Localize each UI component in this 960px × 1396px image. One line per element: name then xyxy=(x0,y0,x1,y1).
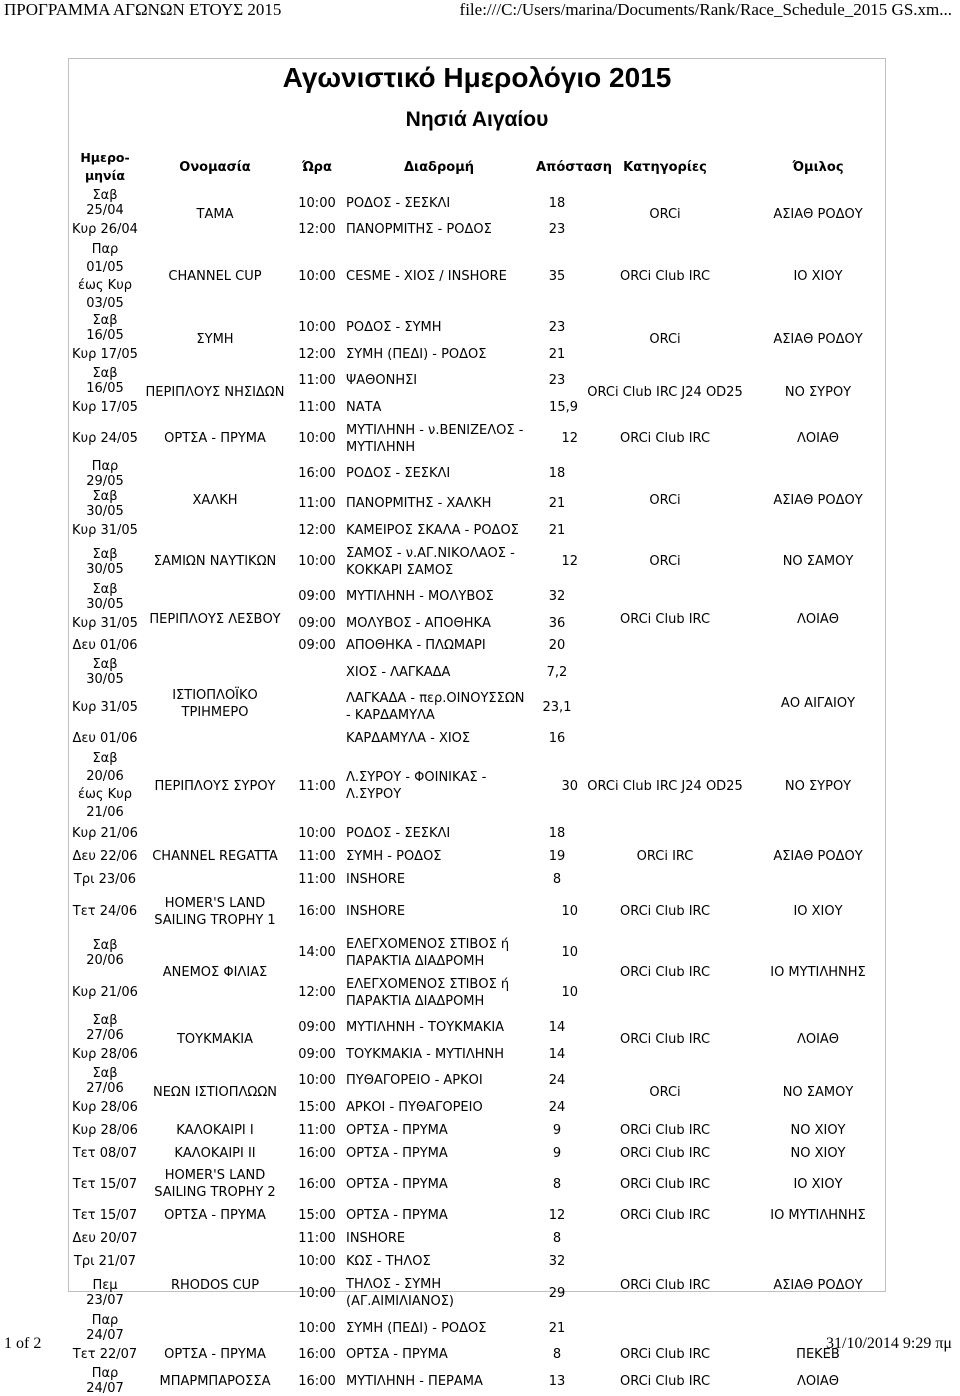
time-cell: 09:00 xyxy=(298,589,336,605)
table-row xyxy=(70,750,886,822)
time-cell: 10:00 xyxy=(298,1320,336,1336)
route-cell: ΨΑΘΟΝΗΣΙ xyxy=(346,373,418,389)
categories-cell: ORCi Club IRC xyxy=(619,1277,711,1293)
date-cell: Κυρ 31/05 xyxy=(72,699,138,715)
categories-cell: ORCi Club IRC xyxy=(619,431,711,447)
club-cell: ΛΟΙΑΘ xyxy=(796,611,840,627)
distance-cell: 23 xyxy=(548,320,566,336)
distance-cell: 14 xyxy=(548,1046,566,1062)
categories-cell: ORCi xyxy=(649,554,681,570)
distance-cell: 21 xyxy=(548,1320,566,1336)
date-cell: Σαβ 30/05 xyxy=(86,488,124,519)
table-row xyxy=(70,313,886,343)
table-row xyxy=(70,419,886,459)
route-cell: ΤΟΥΚΜΑΚΙΑ - ΜΥΤΙΛΗΝΗ xyxy=(346,1046,505,1062)
route-cell: INSHORE xyxy=(346,904,406,920)
date-cell: Σαβ 20/06 xyxy=(86,937,124,968)
distance-cell: 8 xyxy=(552,1176,562,1192)
distance-cell: 21 xyxy=(548,496,566,512)
table-row xyxy=(70,1119,886,1142)
event-name-cell: ΙΣΤΙΟΠΛΟΪΚΟ ΤΡΙΗΜΕΡΟ xyxy=(172,687,258,720)
time-cell: 12:00 xyxy=(298,346,336,362)
date-cell: Τρι 23/06 xyxy=(73,871,137,887)
date-cell: Κυρ 26/04 xyxy=(72,221,138,237)
event-name-cell: CHANNEL REGATTA xyxy=(152,849,278,865)
time-cell: 10:00 xyxy=(298,1254,336,1270)
route-cell: ΕΛΕΓΧΟΜΕΝΟΣ ΣΤΙΒΟΣ ή ΠΑΡΑΚΤΙΑ ΔΙΑΔΡΟΜΗ xyxy=(346,976,510,1009)
route-cell: ΟΡΤΣΑ - ΠΡΥΜΑ xyxy=(346,1347,448,1363)
event-name-cell: ΚΑΛΟΚΑΙΡΙ Ι xyxy=(176,1122,254,1138)
header-distance: Απόσταση xyxy=(536,159,613,175)
date-cell: Σαβ 30/05 xyxy=(86,581,124,612)
time-cell: 16:00 xyxy=(298,1176,336,1192)
time-cell: 16:00 xyxy=(298,466,336,482)
categories-cell: ORCi xyxy=(649,331,681,347)
club-cell: ΝΟ ΧΙΟΥ xyxy=(790,1145,846,1161)
distance-cell: 9 xyxy=(552,1122,562,1138)
event-name-cell: ΤΟΥΚΜΑΚΙΑ xyxy=(176,1031,253,1047)
date-cell: Τρι 21/07 xyxy=(73,1254,137,1270)
date-cell: Σαβ 27/06 xyxy=(86,1065,124,1096)
club-cell: ΙΟ ΧΙΟΥ xyxy=(793,269,843,285)
categories-cell: ORCi xyxy=(649,206,681,222)
distance-cell: 23,1 xyxy=(542,699,572,715)
route-cell: ΑΡΚΟΙ - ΠΥΘΑΓΟΡΕΙΟ xyxy=(346,1099,483,1115)
distance-cell: 21 xyxy=(548,346,566,362)
time-cell: 10:00 xyxy=(298,195,336,211)
categories-cell: ORCi Club IRC xyxy=(619,1031,711,1047)
event-name-cell: ΚΑΛΟΚΑΙΡΙ ΙΙ xyxy=(174,1145,256,1161)
route-cell: ΚΩΣ - ΤΗΛΟΣ xyxy=(346,1254,431,1270)
route-cell: ΟΡΤΣΑ - ΠΡΥΜΑ xyxy=(346,1122,448,1138)
time-cell: 11:00 xyxy=(298,849,336,865)
route-cell: INSHORE xyxy=(346,1231,406,1247)
table-row xyxy=(70,241,886,313)
date-cell: Κυρ 24/05 xyxy=(72,431,138,447)
distance-cell: 18 xyxy=(548,195,566,211)
categories-cell: ORCi Club IRC xyxy=(619,904,711,920)
distance-cell: 10 xyxy=(561,985,578,1001)
event-name-cell: ΑΝΕΜΟΣ ΦΙΛΙΑΣ xyxy=(162,965,268,981)
event-name-cell: ΣΑΜΙΩΝ ΝΑΥΤΙΚΩΝ xyxy=(153,554,277,570)
distance-cell: 16 xyxy=(548,731,566,747)
route-cell: ΜΥΤΙΛΗΝΗ - ΜΟΛΥΒΟΣ xyxy=(346,589,494,605)
time-cell: 09:00 xyxy=(298,1046,336,1062)
distance-cell: 24 xyxy=(548,1099,566,1115)
event-name-cell: CHANNEL CUP xyxy=(168,269,262,285)
route-cell: CESME - ΧΙΟΣ / INSHORE xyxy=(346,269,507,285)
date-cell: Παρ 29/05 xyxy=(86,458,124,489)
time-cell xyxy=(290,657,344,750)
distance-cell: 18 xyxy=(548,826,566,842)
date-cell: Σαβ 25/04 xyxy=(86,188,124,218)
categories-cell: ORCi IRC xyxy=(636,849,694,865)
club-cell: ΑΣΙΑΘ ΡΟΔΟΥ xyxy=(773,492,863,508)
distance-cell: 10 xyxy=(561,904,578,920)
event-name-cell: HOMER'S LAND SAILING TROPHY 2 xyxy=(154,1168,276,1201)
event-name-cell: HOMER'S LAND SAILING TROPHY 1 xyxy=(154,895,276,928)
table-row xyxy=(70,933,886,973)
route-cell: ΧΙΟΣ - ΛΑΓΚΑΔΑ xyxy=(346,664,451,680)
header-date: Ημερο-μηνία xyxy=(80,150,130,183)
distance-cell: 15,9 xyxy=(549,399,578,415)
route-cell: ΜΥΤΙΛΗΝΗ - ν.ΒΕΝΙΖΕΛΟΣ - ΜΥΤΙΛΗΝΗ xyxy=(346,422,524,455)
club-cell: ΑΣΙΑΘ ΡΟΔΟΥ xyxy=(773,849,863,865)
categories-cell: ORCi xyxy=(649,492,681,508)
date-cell: Παρ 24/07 xyxy=(86,1313,124,1344)
date-cell: Σαβ 30/05 xyxy=(86,546,124,577)
distance-cell: 8 xyxy=(552,1347,562,1363)
categories-cell: ORCi Club IRC J24 OD25 xyxy=(587,778,743,794)
route-cell: ΝΑΤΑ xyxy=(346,399,382,415)
time-cell: 10:00 xyxy=(298,554,336,570)
distance-cell: 12 xyxy=(561,431,578,447)
categories-cell: ORCi Club IRC xyxy=(619,269,711,285)
event-name-cell: ΠΕΡΙΠΛΟΥΣ ΝΗΣΙΔΩΝ xyxy=(145,384,285,400)
route-cell: Λ.ΣΥΡΟΥ - ΦΟΙΝΙΚΑΣ - Λ.ΣΥΡΟΥ xyxy=(346,770,487,803)
route-cell: ΠΥΘΑΓΟΡΕΙΟ - ΑΡΚΟΙ xyxy=(346,1073,483,1089)
header-club: Όμιλος xyxy=(792,159,844,175)
table-row xyxy=(70,822,886,845)
route-cell: ΠΑΝΟΡΜΙΤΗΣ - ΧΑΛΚΗ xyxy=(346,496,492,512)
route-cell: ΡΟΔΟΣ - ΣΕΣΚΛΙ xyxy=(346,466,451,482)
date-cell: Κυρ 17/05 xyxy=(72,346,138,362)
date-cell: Σαβ 16/05 xyxy=(86,312,124,343)
header-route: Διαδρομή xyxy=(403,159,475,175)
distance-cell: 21 xyxy=(548,522,566,538)
distance-cell: 24 xyxy=(548,1073,566,1089)
date-cell: Πεμ 23/07 xyxy=(86,1278,124,1309)
date-cell: Παρ 01/05 έως Κυρ 03/05 xyxy=(78,241,132,311)
categories-cell xyxy=(580,657,750,750)
browser-page-title: ΠΡΟΓΡΑΜΜΑ ΑΓΩΝΩΝ ΕΤΟΥΣ 2015 xyxy=(4,0,282,19)
club-cell: ΑΣΙΑΘ ΡΟΔΟΥ xyxy=(773,206,863,222)
time-cell: 15:00 xyxy=(298,1208,336,1224)
route-cell: ΕΛΕΓΧΟΜΕΝΟΣ ΣΤΙΒΟΣ ή ΠΑΡΑΚΤΙΑ ΔΙΑΔΡΟΜΗ xyxy=(346,936,510,969)
distance-cell: 13 xyxy=(548,1373,566,1389)
route-cell: ΟΡΤΣΑ - ΠΡΥΜΑ xyxy=(346,1208,448,1224)
route-cell: ΡΟΔΟΣ - ΣΥΜΗ xyxy=(346,320,442,336)
club-cell: ΛΟΙΑΘ xyxy=(796,1373,840,1389)
route-cell: ΛΑΓΚΑΔΑ - περ.ΟΙΝΟΥΣΣΩΝ - ΚΑΡΔΑΜΥΛΑ xyxy=(346,691,525,724)
time-cell: 10:00 xyxy=(298,826,336,842)
event-name-cell: ΟΡΤΣΑ - ΠΡΥΜΑ xyxy=(164,431,266,447)
table-row xyxy=(70,657,886,687)
time-cell: 10:00 xyxy=(298,320,336,336)
categories-cell: ORCi Club IRC xyxy=(619,1347,711,1363)
route-cell: ΤΗΛΟΣ - ΣΥΜΗ (ΑΓ.ΑΙΜΙΛΙΑΝΟΣ) xyxy=(346,1277,454,1310)
categories-cell: ORCi Club IRC xyxy=(619,1208,711,1224)
table-row xyxy=(70,1066,886,1096)
date-cell: Δευ 01/06 xyxy=(72,638,138,654)
document-title: Αγωνιστικό Ημερολόγιο 2015 xyxy=(282,62,672,93)
table-row xyxy=(70,891,886,933)
route-cell: ΡΟΔΟΣ - ΣΕΣΚΛΙ xyxy=(346,195,451,211)
date-cell: Σαβ 20/06 έως Κυρ 21/06 xyxy=(78,751,132,821)
table-row xyxy=(70,1164,886,1204)
table-row xyxy=(70,459,886,489)
categories-cell: ORCi Club IRC xyxy=(619,1122,711,1138)
date-cell: Τετ 08/07 xyxy=(72,1145,138,1161)
distance-cell: 12 xyxy=(548,1208,566,1224)
header-time: Ώρα xyxy=(302,159,332,175)
time-cell: 11:00 xyxy=(298,1231,336,1247)
club-cell: ΙΟ ΧΙΟΥ xyxy=(793,1176,843,1192)
date-cell: Σαβ 16/05 xyxy=(86,365,124,396)
time-cell: 11:00 xyxy=(298,373,336,389)
distance-cell: 9 xyxy=(552,1145,562,1161)
event-name-cell: RHODOS CUP xyxy=(170,1277,260,1293)
distance-cell: 29 xyxy=(548,1285,566,1301)
event-name-cell: ΟΡΤΣΑ - ΠΡΥΜΑ xyxy=(164,1208,266,1224)
time-cell: 10:00 xyxy=(298,431,336,447)
distance-cell: 18 xyxy=(548,466,566,482)
club-cell: ΝΟ ΧΙΟΥ xyxy=(790,1122,846,1138)
time-cell: 12:00 xyxy=(298,522,336,538)
route-cell: ΣΥΜΗ (ΠΕΔΙ) - ΡΟΔΟΣ xyxy=(346,346,487,362)
time-cell: 16:00 xyxy=(298,1347,336,1363)
table-row xyxy=(70,1227,886,1250)
time-cell: 11:00 xyxy=(298,778,336,794)
time-cell: 12:00 xyxy=(298,221,336,237)
route-cell: ΑΠΟΘΗΚΑ - ΠΛΩΜΑΡΙ xyxy=(346,638,486,654)
print-datetime: 31/10/2014 9:29 πμ xyxy=(826,1335,952,1352)
table-row xyxy=(70,1013,886,1043)
distance-cell: 32 xyxy=(548,1254,566,1270)
date-cell: Τετ 15/07 xyxy=(72,1208,138,1224)
distance-cell: 36 xyxy=(548,615,566,631)
club-cell: ΛΟΙΑΘ xyxy=(796,431,840,447)
club-cell: ΙΟ ΜΥΤΙΛΗΝΗΣ xyxy=(770,1208,866,1224)
distance-cell: 32 xyxy=(548,589,566,605)
time-cell: 14:00 xyxy=(298,945,336,961)
time-cell: 11:00 xyxy=(298,871,336,887)
club-cell: ΝΟ ΣΑΜΟΥ xyxy=(782,554,854,570)
route-cell: ΜΥΤΙΛΗΝΗ - ΤΟΥΚΜΑΚΙΑ xyxy=(346,1020,505,1036)
categories-cell: ORCi Club IRC xyxy=(619,1145,711,1161)
route-cell: ΡΟΔΟΣ - ΣΕΣΚΛΙ xyxy=(346,826,451,842)
event-name-cell: ΤΑΜΑ xyxy=(196,206,234,222)
date-cell: Τετ 24/06 xyxy=(72,904,138,920)
table-row xyxy=(70,582,886,612)
date-cell: Τετ 22/07 xyxy=(72,1347,138,1363)
distance-cell: 14 xyxy=(548,1020,566,1036)
route-cell: ΚΑΜΕΙΡΟΣ ΣΚΑΛΑ - ΡΟΔΟΣ xyxy=(346,522,519,538)
date-cell: Κυρ 21/06 xyxy=(72,985,138,1001)
table-row xyxy=(70,188,886,218)
browser-url: file:///C:/Users/marina/Documents/Rank/Race_Schedule_2015 GS.xm... xyxy=(459,0,952,19)
event-name-cell: ΠΕΡΙΠΛΟΥΣ ΣΥΡΟΥ xyxy=(154,778,276,794)
distance-cell: 35 xyxy=(548,269,566,285)
categories-cell: ORCi Club IRC xyxy=(619,1176,711,1192)
club-cell: ΝΟ ΣΑΜΟΥ xyxy=(782,1084,854,1100)
categories-cell: ORCi Club IRC xyxy=(619,1373,711,1389)
time-cell: 16:00 xyxy=(298,904,336,920)
categories-cell: ORCi xyxy=(649,1084,681,1100)
time-cell: 11:00 xyxy=(298,496,336,512)
categories-cell: ORCi Club IRC xyxy=(619,965,711,981)
header-categories: Κατηγορίες xyxy=(623,159,707,175)
time-cell: 16:00 xyxy=(298,1373,336,1389)
table-row xyxy=(70,366,886,396)
date-cell: Κυρ 17/05 xyxy=(72,399,138,415)
distance-cell: 23 xyxy=(548,221,566,237)
distance-cell: 8 xyxy=(552,871,562,887)
date-cell: Κυρ 31/05 xyxy=(72,615,138,631)
club-cell: ΝΟ ΣΥΡΟΥ xyxy=(784,778,852,794)
distance-cell: 30 xyxy=(561,778,578,794)
time-cell: 16:00 xyxy=(298,1145,336,1161)
table-row xyxy=(70,1204,886,1227)
event-name-cell: ΝΕΩΝ ΙΣΤΙΟΠΛΩΩΝ xyxy=(152,1084,278,1100)
club-cell: ΝΟ ΣΥΡΟΥ xyxy=(784,384,852,400)
date-cell: Κυρ 31/05 xyxy=(72,522,138,538)
race-schedule-table xyxy=(70,146,886,1396)
date-cell: Δευ 01/06 xyxy=(72,731,138,747)
distance-cell: 7,2 xyxy=(546,664,568,680)
categories-cell: ORCi Club IRC xyxy=(619,611,711,627)
route-cell: ΜΥΤΙΛΗΝΗ - ΠΕΡΑΜΑ xyxy=(346,1373,483,1389)
table-row xyxy=(70,542,886,582)
time-cell: 10:00 xyxy=(298,1285,336,1301)
club-cell: ΠΕΚΕΒ xyxy=(796,1347,840,1363)
club-cell: ΙΟ ΧΙΟΥ xyxy=(793,904,843,920)
event-name-cell: ΜΠΑΡΜΠΑΡΟΣΣΑ xyxy=(159,1373,271,1389)
date-cell: Παρ 24/07 xyxy=(86,1366,124,1396)
time-cell: 11:00 xyxy=(298,399,336,415)
page-number: 1 of 2 xyxy=(4,1335,42,1352)
route-cell: ΟΡΤΣΑ - ΠΡΥΜΑ xyxy=(346,1145,448,1161)
club-cell: ΑΟ ΑΙΓΑΙΟΥ xyxy=(780,696,856,712)
date-cell: Σαβ 27/06 xyxy=(86,1012,124,1043)
table-row xyxy=(70,1142,886,1165)
table-row xyxy=(70,1366,886,1396)
time-cell: 11:00 xyxy=(298,1122,336,1138)
header-name: Ονομασία xyxy=(179,159,251,175)
event-name-cell: ΠΕΡΙΠΛΟΥΣ ΛΕΣΒΟΥ xyxy=(149,611,281,627)
table-header-row xyxy=(70,146,886,188)
table-row xyxy=(70,1343,886,1366)
time-cell: 09:00 xyxy=(298,638,336,654)
time-cell: 10:00 xyxy=(298,1073,336,1089)
categories-cell: ORCi Club IRC J24 OD25 xyxy=(587,384,743,400)
event-name-cell: ΧΑΛΚΗ xyxy=(192,492,238,508)
document-subtitle: Νησιά Αιγαίου xyxy=(405,108,549,131)
route-cell: INSHORE xyxy=(346,871,406,887)
date-cell: Σαβ 30/05 xyxy=(86,657,124,688)
distance-cell: 10 xyxy=(561,945,578,961)
date-cell: Κυρ 21/06 xyxy=(72,826,138,842)
time-cell: 09:00 xyxy=(298,615,336,631)
time-cell: 09:00 xyxy=(298,1020,336,1036)
route-cell: ΣΥΜΗ - ΡΟΔΟΣ xyxy=(346,849,442,865)
time-cell: 10:00 xyxy=(298,269,336,285)
time-cell: 12:00 xyxy=(298,985,336,1001)
date-cell: Δευ 20/07 xyxy=(72,1231,138,1247)
event-name-cell: ΟΡΤΣΑ - ΠΡΥΜΑ xyxy=(164,1347,266,1363)
route-cell: ΣΑΜΟΣ - ν.ΑΓ.ΝΙΚΟΛΑΟΣ - ΚΟΚΚΑΡΙ ΣΑΜΟΣ xyxy=(346,545,515,578)
club-cell: ΑΣΙΑΘ ΡΟΔΟΥ xyxy=(773,1277,863,1293)
route-cell: ΟΡΤΣΑ - ΠΡΥΜΑ xyxy=(346,1176,448,1192)
date-cell: Κυρ 28/06 xyxy=(72,1122,138,1138)
club-cell: ΙΟ ΜΥΤΙΛΗΝΗΣ xyxy=(770,965,866,981)
route-cell: ΚΑΡΔΑΜΥΛΑ - ΧΙΟΣ xyxy=(346,731,471,747)
date-cell: Κυρ 28/06 xyxy=(72,1099,138,1115)
club-cell: ΑΣΙΑΘ ΡΟΔΟΥ xyxy=(773,331,863,347)
distance-cell: 20 xyxy=(548,638,566,654)
route-cell: ΣΥΜΗ (ΠΕΔΙ) - ΡΟΔΟΣ xyxy=(346,1320,487,1336)
route-cell: ΜΟΛΥΒΟΣ - ΑΠΟΘΗΚΑ xyxy=(346,615,491,631)
date-cell: Δευ 22/06 xyxy=(72,849,138,865)
distance-cell: 12 xyxy=(561,554,578,570)
distance-cell: 8 xyxy=(552,1231,562,1247)
club-cell: ΛΟΙΑΘ xyxy=(796,1031,840,1047)
route-cell: ΠΑΝΟΡΜΙΤΗΣ - ΡΟΔΟΣ xyxy=(346,221,492,237)
distance-cell: 19 xyxy=(548,849,566,865)
date-cell: Τετ 15/07 xyxy=(72,1176,138,1192)
distance-cell: 23 xyxy=(548,373,566,389)
event-name-cell: ΣΥΜΗ xyxy=(196,331,234,347)
time-cell: 15:00 xyxy=(298,1099,336,1115)
date-cell: Κυρ 28/06 xyxy=(72,1046,138,1062)
